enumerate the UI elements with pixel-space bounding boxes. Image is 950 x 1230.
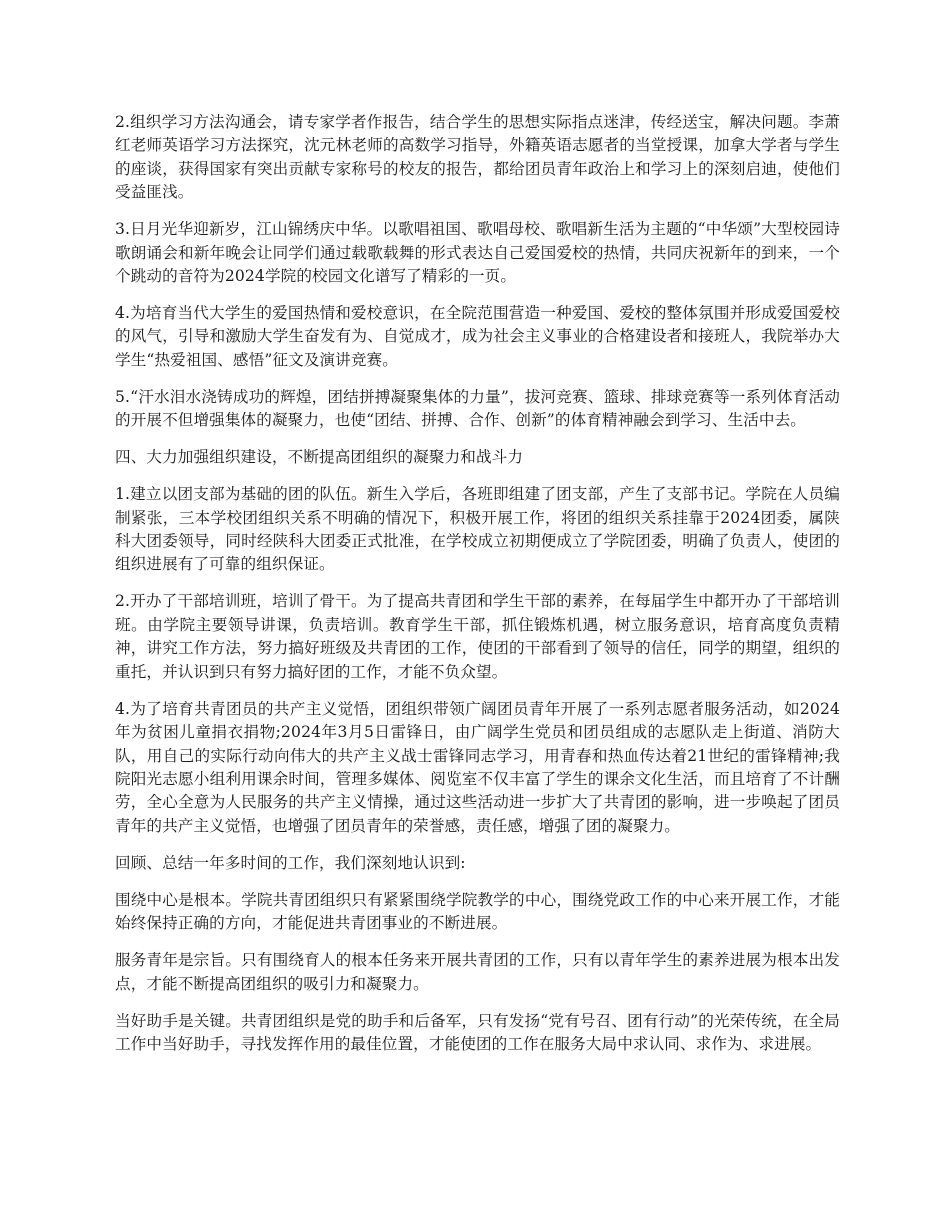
paragraph-serve-youth: 服务青年是宗旨。只有围绕育人的根本任务来开展共青团的工作，只有以青年学生的素养进展为根本出发点，才能不断提高团组织的吸引力和凝聚力。: [115, 951, 840, 993]
paragraph-study-methods: 2.组织学习方法沟通会，请专家学者作报告，结合学生的思想实际指点迷津，传经送宝，解决问题。李萧红老师英语学习方法探究，沈元林老师的高数学习指导，外籍英语志愿者的当堂授课，加拿大学者与学生的座谈，获得国家有突出贡献专家称号的校友的报告，都给团员青年政治上和学习上的深刻启迪，使他们受益匪浅。: [115, 113, 840, 202]
paragraph-sports-activities: 5.“汗水泪水浇铸成功的辉煌，团结拼搏凝聚集体的力量”，拔河竞赛、篮球、排球竞赛等一系列体育活动的开展不但增强集体的凝聚力，也使“团结、拼搏、合作、创新”的体育精神融会到学习、生活中去。: [115, 387, 840, 430]
paragraph-league-branches: 1.建立以团支部为基础的团的队伍。新生入学后，各班即组建了团支部，产生了支部书记。学院在人员编制紧张，三本学校团组织关系不明确的情况下，积极开展工作，将团的组织关系挂靠于2024团委，属陕科大团委领导，同时经陕科大团委正式批准，在学校成立初期便成立了学院团委，明确了负责人，使团的组织进展有了可靠的组织保证。: [115, 485, 840, 574]
paragraph-good-assistant: 当好助手是关键。共青团组织是党的助手和后备军，只有发扬“党有号召、团有行动”的光荣传统，在全局工作中当好助手，寻找发挥作用的最佳位置，才能使团的工作在服务大局中求认同、求作为、求进展。: [115, 1011, 840, 1053]
paragraph-focus-center: 围绕中心是根本。学院共青团组织只有紧紧围绕学院教学的中心，围绕党政工作的中心来开展工作，才能始终保持正确的方向，才能促进共青团事业的不断进展。: [115, 890, 840, 933]
paragraph-volunteer-service: 4.为了培育共青团员的共产主义觉悟，团组织带领广阔团员青年开展了一系列志愿者服务活动，如2024年为贫困儿童捐衣捐物;2024年3月5日雷锋日，由广阔学生党员和团员组成的志愿队走上街道、消防大队，用自己的实际行动向伟大的共产主义战士雷锋同志学习，用青春和热血传达着21世纪的雷锋精神;我院阳光志愿小组利用课余时间，管理多媒体、阅览室不仅丰富了学生的课余文化生活，而且培育了不计酬劳，全心全意为人民服务的共产主义情操，通过这些活动进一步扩大了共青团的影响，进一步唤起了团员青年的共产主义觉悟，也增强了团员青年的荣誉感，责任感，增强了团的凝聚力。: [115, 699, 840, 835]
section-heading-organization: 四、大力加强组织建设，不断提高团组织的凝聚力和战斗力: [115, 448, 524, 467]
paragraph-review-intro: 回顾、总结一年多时间的工作，我们深刻地认识到:: [115, 853, 466, 872]
paragraph-patriotic-essay: 4.为培育当代大学生的爱国热情和爱校意识，在全院范围营造一种爱国、爱校的整体氛围并形成爱国爱校的风气，引导和激励大学生奋发有为、自觉成才，成为社会主义事业的合格建设者和接班人，我院举办大学生“热爱祖国、感悟”征文及演讲竞赛。: [115, 304, 840, 369]
document-body: [115, 111, 840, 1070]
paragraph-cadre-training: 2.开办了干部培训班，培训了骨干。为了提高共青团和学生干部的素养，在每届学生中都开办了干部培训班。由学院主要领导讲课，负责培训。教育学生干部，抓住锻炼机遇，树立服务意识，培育高度负责精神，讲究工作方法，努力搞好班级及共青团的工作，使团的干部看到了领导的信任，同学的期望，组织的重托，并认识到只有努力搞好团的工作，才能不负众望。: [115, 592, 840, 681]
paragraph-new-year-gala: 3.日月光华迎新岁，江山锦绣庆中华。以歌唱祖国、歌唱母校、歌唱新生活为主题的“中华颂”大型校园诗歌朗诵会和新年晚会让同学们通过载歌载舞的形式表达自己爱国爱校的热情，共同庆祝新年的到来，一个个跳动的音符为2024学院的校园文化谱写了精彩的一页。: [115, 220, 840, 286]
